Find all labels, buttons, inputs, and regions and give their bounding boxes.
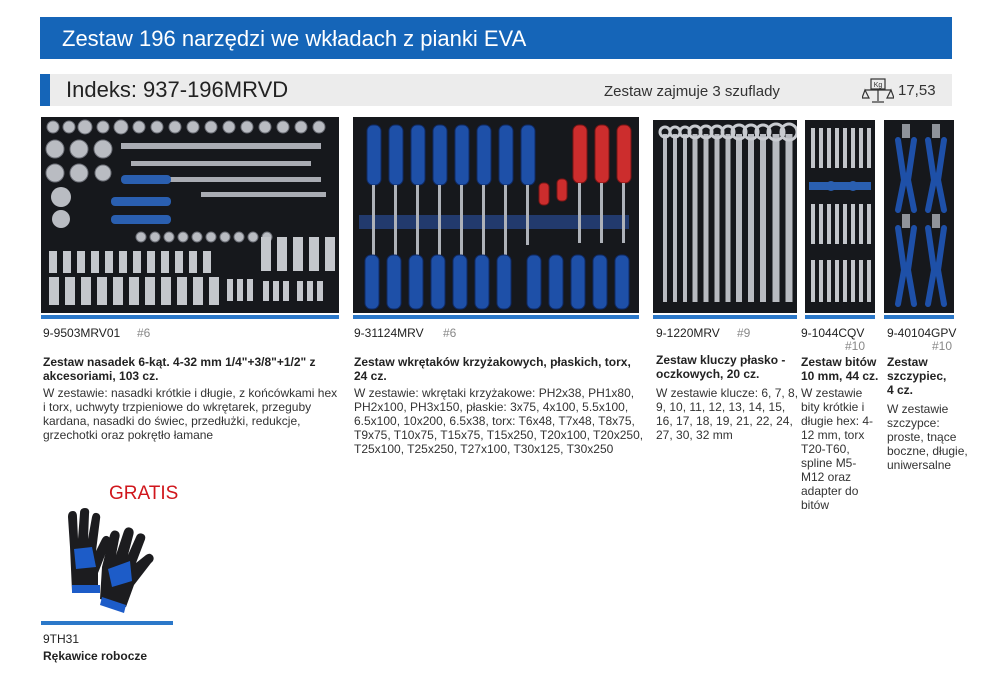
product-1-number: #6 [137,326,151,340]
wrench-set-image [653,120,797,313]
product-3-description: W zestawie klucze: 6, 7, 8, 9, 10, 11, 12, 13, 14, 15, 16, 17, 18, 19, 21, 22, 24, 27, 30, 32 mm [656,386,799,442]
product-4-code: 9-1044CQV [801,326,865,340]
product-5-code: 9-40104GPV [887,326,957,340]
gloves-image [62,507,156,615]
product-5-title: Zestaw szczypiec, 4 cz. [887,355,947,397]
index-accent-stripe [40,74,50,106]
drawers-text: Zestaw zajmuje 3 szuflady [604,83,780,100]
gratis-code: 9TH31 [43,632,80,646]
gratis-label: GRATIS [109,483,179,504]
product-5-description: W zestawie szczypce: proste, tnące boczne, długie, uniwersalne [887,402,968,472]
bit-set-image [805,120,875,313]
product-3-code: 9-1220MRV [656,326,720,340]
product-4-description: W zestawie bity krótkie i długie hex: 4-12 mm, torx T20-T60, spline M5-M12 oraz adapter do bitów [801,386,874,512]
product-2-underline [353,315,639,319]
product-2-title: Zestaw wkrętaków krzyżakowych, płaskich, torx, 24 cz. [354,355,631,383]
weight-icon-label: Kg [873,82,883,89]
product-4-underline [805,315,875,319]
index-bar [40,74,952,106]
socket-set-image [41,117,339,313]
pliers-set-image [884,120,954,313]
screwdriver-set-image [353,117,639,313]
product-4-number: #10 [845,339,866,353]
product-2-code: 9-31124MRV [354,326,424,340]
product-1-title: Zestaw nasadek 6-kąt. 4-32 mm 1/4"+3/8"+1/2" z akcesoriami, 103 cz. [43,355,316,383]
product-5-underline [884,315,954,319]
product-5-number: #10 [932,339,953,353]
product-3-title: Zestaw kluczy płasko - oczkowych, 20 cz. [656,353,786,381]
product-3-underline [653,315,797,319]
weight-value: 17,53 [898,82,936,99]
product-1-underline [41,315,339,319]
product-3-number: #9 [737,326,751,340]
product-2-number: #6 [443,326,457,340]
scale-weight-icon [862,78,894,104]
gratis-title: Rękawice robocze [43,649,148,663]
gratis-underline [41,621,173,625]
product-1-code: 9-9503MRV01 [43,326,121,340]
index-title: Indeks: 937-196MRVD [66,77,289,102]
header-banner [40,17,952,59]
product-1-description: W zestawie: nasadki krótkie i długie, z końcówkami hex i torx, uchwyty trzpieniowe do wkrętarek, przeguby kardana, nasadki do świec, przedłużki, redukcje, grzechotki oraz pokrętło łamane [43,386,338,442]
product-4-title: Zestaw bitów 10 mm, 44 cz. [801,355,879,383]
banner-title: Zestaw 196 narzędzi we wkładach z pianki EVA [62,26,527,51]
product-2-description: W zestawie: wkrętaki krzyżakowe: PH2x38, PH1x80, PH2x100, PH3x150, płaskie: 3x75, 4x100, 5.5x100, 6.5x100, 10x200, 6.5x38, torx: T6x48, T7x48, T8x75, T9x75, T10x75, T15x75, T15x250, T20x100, T20x250, T25x100, T25x250, T27x100, T30x125, T30x250 [354,386,644,456]
